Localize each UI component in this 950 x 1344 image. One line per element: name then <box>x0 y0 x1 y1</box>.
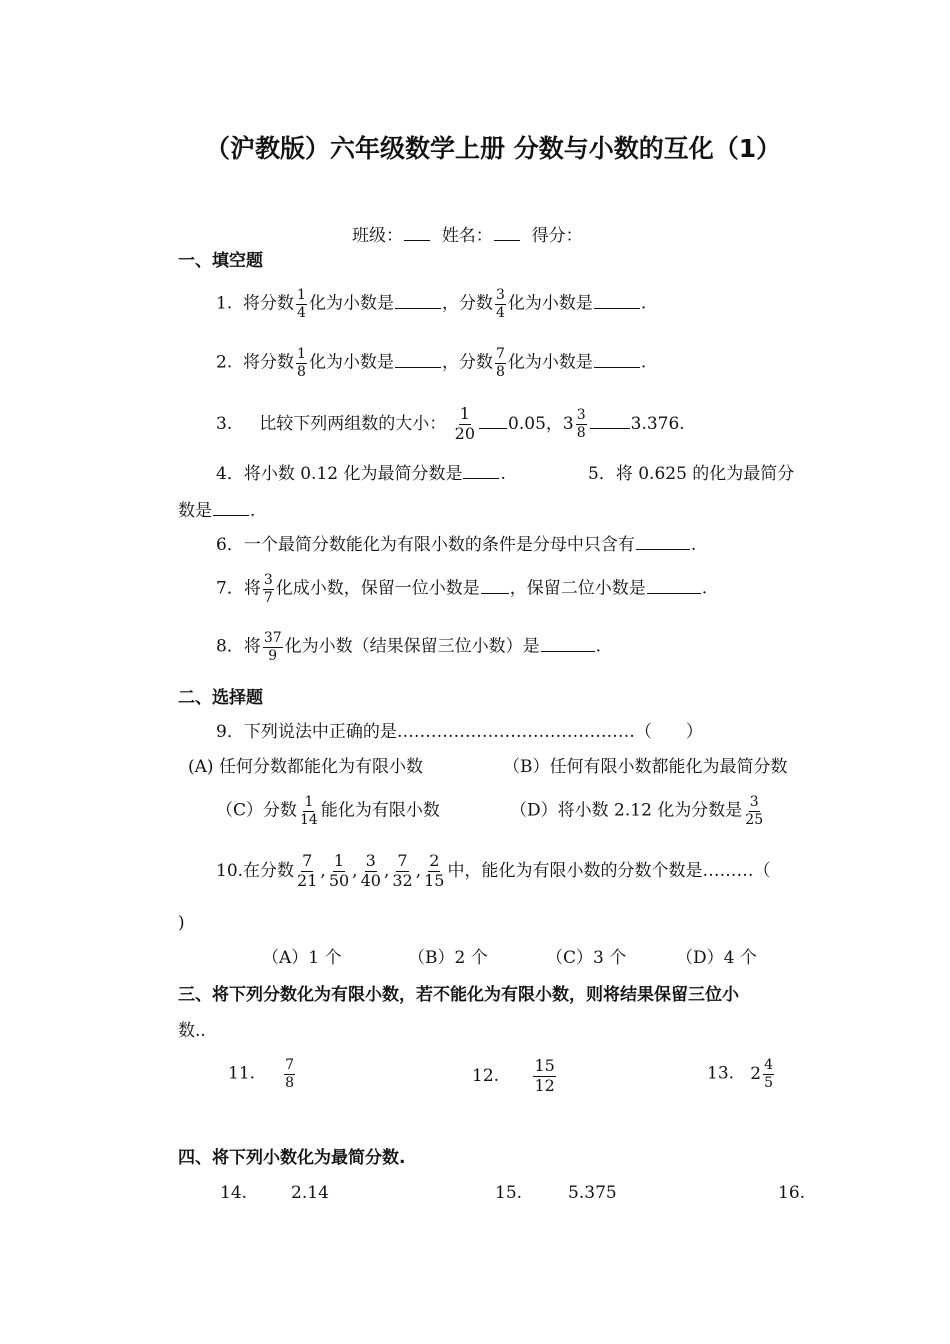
question-text: 0.05， <box>508 413 563 434</box>
question-6 <box>216 537 696 554</box>
numerator: 4 <box>764 1057 774 1073</box>
answer-blank <box>479 427 507 429</box>
question-number: 11. <box>228 1063 256 1084</box>
answer-blank <box>395 307 441 309</box>
fraction <box>495 288 506 320</box>
answer-blank <box>590 427 630 429</box>
question-text: 将分数 <box>243 352 295 373</box>
section-multiple-choice: 二、选择题 <box>178 688 263 708</box>
denominator: 8 <box>297 363 306 380</box>
question-number: 2. <box>216 352 233 373</box>
question-text: 将分数 <box>243 293 295 314</box>
question-10-option-a: （A）1 个 <box>262 948 342 968</box>
denominator: 8 <box>576 424 586 441</box>
whole-part: 2 <box>750 1063 762 1084</box>
section-decimal-to-fraction: 四、将下列小数化为最简分数. <box>178 1148 406 1168</box>
question-text: 比较下列两组数的大小： <box>259 413 447 434</box>
question-9-option-c <box>216 795 440 827</box>
question-9-option-d <box>510 795 766 827</box>
question-text: 数是 <box>178 501 212 521</box>
question-13 <box>707 1058 776 1090</box>
fraction <box>284 1058 295 1090</box>
numerator: 1 <box>304 794 314 810</box>
question-text: 化为小数是 <box>308 293 394 314</box>
answer-blank <box>647 592 701 594</box>
denominator: 20 <box>454 423 476 443</box>
denominator: 7 <box>263 589 273 606</box>
question-10-option-d: （D）4 个 <box>676 948 757 968</box>
separator: , <box>352 860 358 881</box>
question-text: 化成小数，保留一位小数是 <box>275 578 480 599</box>
fraction <box>423 853 445 890</box>
answer-blank <box>594 307 640 309</box>
numerator: 7 <box>397 851 408 870</box>
numerator: 3 <box>365 851 376 870</box>
numerator: 1 <box>297 287 306 303</box>
question-number: 3. <box>216 413 233 434</box>
question-9-stem: 9．下列说法中正确的是……………………………………（ ） <box>216 722 703 742</box>
question-text: . <box>701 578 708 599</box>
fraction <box>263 631 283 663</box>
answer-blank <box>395 366 441 368</box>
question-text: 化为小数是 <box>507 293 593 314</box>
question-7 <box>216 573 707 605</box>
numerator: 3 <box>495 287 505 303</box>
mixed-number <box>563 408 589 440</box>
question-text: . <box>250 501 256 521</box>
fraction <box>299 795 319 827</box>
question-5-continued <box>178 503 255 520</box>
answer-blank <box>541 650 595 652</box>
score-label: 得分： <box>531 226 583 246</box>
question-4 <box>216 466 506 483</box>
question-9-option-a: (A) 任何分数都能化为有限小数 <box>188 757 423 777</box>
fraction <box>296 347 307 379</box>
question-text: 化为小数是 <box>507 352 593 373</box>
question-text: 5．将 0.625 的化为最简分 <box>588 464 795 484</box>
question-8 <box>216 631 601 663</box>
question-3 <box>216 406 685 443</box>
question-1 <box>216 288 646 320</box>
numerator: 3 <box>263 572 273 588</box>
decimal-value: 2.14 <box>291 1183 329 1203</box>
section-fill-in: 一、填空题 <box>178 251 263 271</box>
answer-blank <box>463 477 499 479</box>
separator: , <box>320 860 326 881</box>
question-9-option-b: （B）任何有限小数都能化为最简分数 <box>503 757 788 777</box>
question-text: ，分数 <box>441 293 493 314</box>
question-text: 化为小数（结果保留三位小数）是 <box>284 636 540 657</box>
question-text: 10.在分数 <box>216 860 295 881</box>
question-text: 7．将 <box>216 578 261 599</box>
denominator: 5 <box>764 1074 774 1091</box>
question-text: 6．一个最简分数能化为有限小数的条件是分母中只含有 <box>216 535 635 555</box>
question-text: . <box>595 636 602 657</box>
denominator: 40 <box>360 870 381 890</box>
denominator: 21 <box>297 870 318 890</box>
question-10-stem <box>216 853 770 890</box>
separator: , <box>415 860 422 881</box>
fraction <box>360 853 382 890</box>
fraction <box>263 573 274 605</box>
numerator: 7 <box>302 851 313 870</box>
answer-blank <box>213 514 249 516</box>
question-number: 14. <box>220 1183 248 1203</box>
denominator: 25 <box>745 811 764 828</box>
numerator: 3 <box>576 407 586 424</box>
fraction <box>391 853 413 890</box>
fraction <box>576 408 587 440</box>
denominator: 4 <box>495 304 505 321</box>
denominator: 4 <box>297 304 306 321</box>
fraction <box>763 1058 774 1090</box>
question-10-option-b: （B）2 个 <box>408 948 488 968</box>
question-text: . <box>690 535 697 555</box>
answer-blank <box>594 366 640 368</box>
fraction <box>533 1058 555 1095</box>
denominator: 12 <box>534 1075 555 1095</box>
question-10-close: ) <box>178 913 185 933</box>
question-15 <box>495 1185 617 1202</box>
question-number: 1. <box>216 293 233 314</box>
denominator: 50 <box>328 870 350 890</box>
name-label: 姓名： <box>441 226 493 246</box>
numerator: 7 <box>495 346 505 362</box>
question-text: . <box>640 293 647 314</box>
question-number: 16. <box>778 1183 806 1203</box>
question-2 <box>216 347 646 379</box>
name-blank <box>494 239 520 241</box>
denominator: 15 <box>424 870 445 890</box>
question-number: 12. <box>472 1065 500 1086</box>
question-11 <box>228 1058 297 1090</box>
option-text: （C）分数 <box>216 800 298 821</box>
question-text: 4．将小数 0.12 化为最简分数是 <box>216 464 463 484</box>
question-16 <box>778 1185 805 1202</box>
numerator: 1 <box>333 851 345 870</box>
numerator: 1 <box>297 346 306 362</box>
question-12 <box>472 1058 558 1095</box>
section-fraction-to-decimal: 三、将下列分数化为有限小数，若不能化为有限小数，则将结果保留三位小 <box>178 985 739 1005</box>
option-text: 能化为有限小数 <box>320 800 440 821</box>
denominator: 32 <box>392 870 413 890</box>
fraction <box>454 406 476 443</box>
numerator: 7 <box>285 1057 294 1073</box>
question-text: 中，能化为有限小数的分数个数是………（ <box>447 860 771 881</box>
option-text: （D）将小数 2.12 化为分数是 <box>510 800 743 821</box>
class-label: 班级： <box>352 226 403 246</box>
question-text: ，保留二位小数是 <box>509 578 646 599</box>
fraction <box>495 347 506 379</box>
separator: , <box>383 860 390 881</box>
answer-blank <box>481 592 509 594</box>
denominator: 8 <box>285 1074 294 1091</box>
question-text: . <box>500 464 506 484</box>
fraction <box>296 288 307 320</box>
denominator: 9 <box>268 647 278 664</box>
question-number: 15. <box>495 1183 523 1203</box>
denominator: 14 <box>300 811 318 828</box>
question-10-option-c: （C）3 个 <box>546 948 627 968</box>
denominator: 8 <box>495 363 505 380</box>
numerator: 1 <box>459 404 470 423</box>
mixed-number <box>750 1058 776 1090</box>
numerator: 2 <box>429 851 440 870</box>
class-blank <box>404 239 430 241</box>
question-text: 8．将 <box>216 636 261 657</box>
question-text: . <box>640 352 647 373</box>
section-fraction-to-decimal-cont: 数.. <box>178 1021 206 1041</box>
fraction <box>296 853 318 890</box>
fraction <box>744 795 764 827</box>
question-number: 13. <box>707 1063 735 1084</box>
numerator: 37 <box>263 630 282 646</box>
whole-part: 3 <box>562 413 574 434</box>
numerator: 3 <box>749 794 759 810</box>
answer-blank <box>636 548 690 550</box>
question-14 <box>220 1185 329 1202</box>
question-text: 化为小数是 <box>308 352 394 373</box>
question-text: ，分数 <box>441 352 493 373</box>
question-5 <box>588 466 794 483</box>
decimal-value: 5.375 <box>568 1183 617 1203</box>
numerator: 15 <box>534 1056 555 1075</box>
student-info-line <box>352 228 583 245</box>
page-title: （沪教版）六年级数学上册 分数与小数的互化（1） <box>205 134 782 163</box>
question-text: 3.376. <box>630 413 685 434</box>
fraction <box>328 853 350 890</box>
